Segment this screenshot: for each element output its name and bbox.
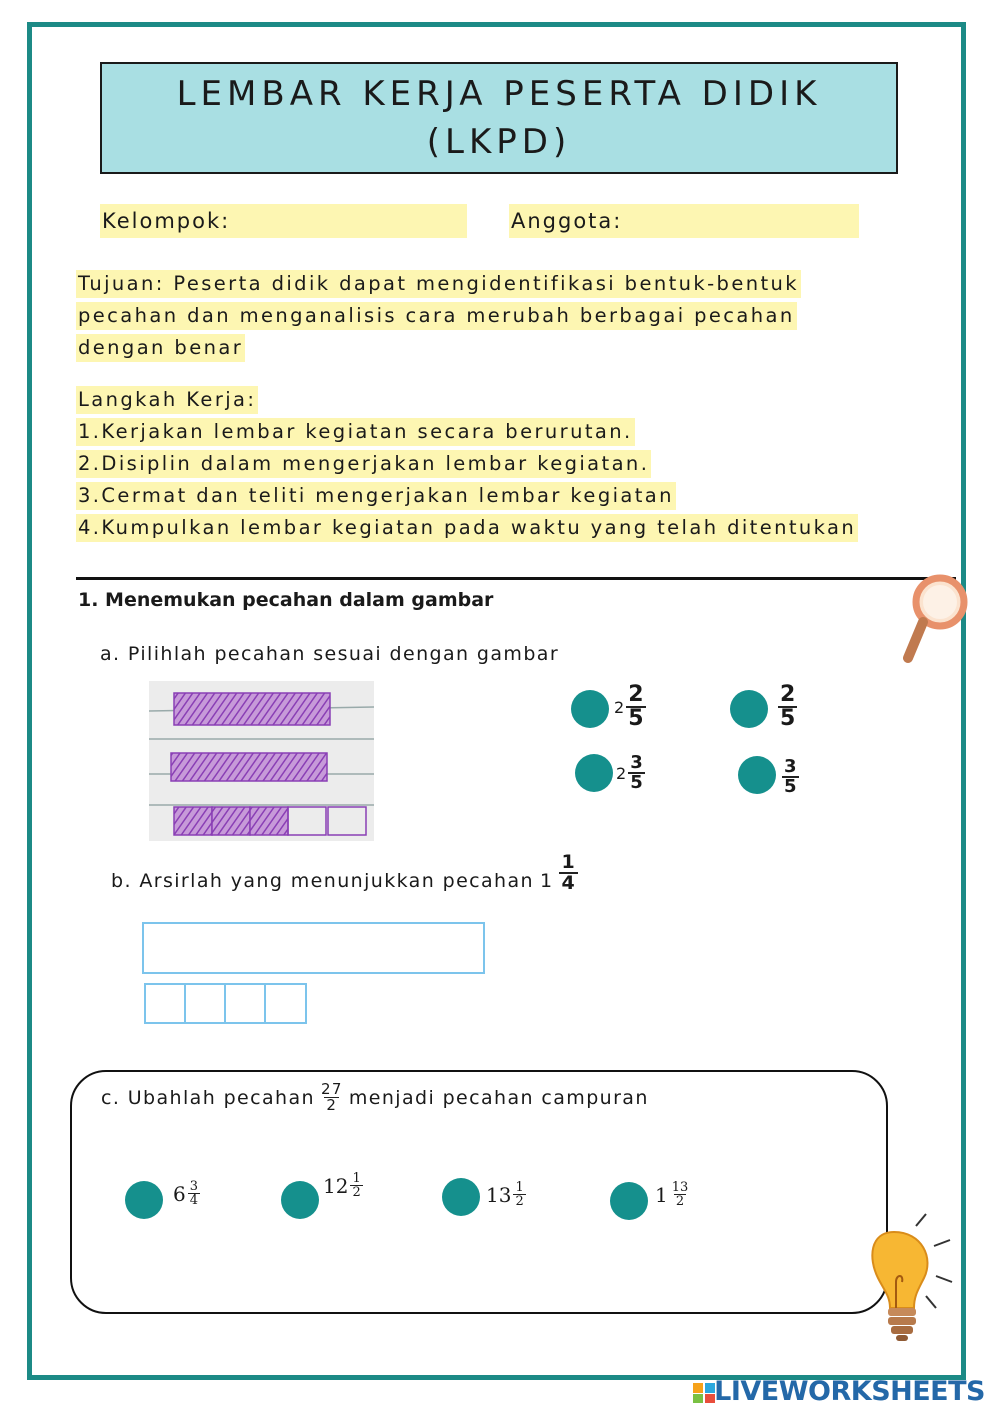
kelompok-field[interactable] [100, 204, 467, 238]
option-c1-radio[interactable] [125, 1181, 163, 1219]
fraction: $\frac{3}{5}$ [784, 756, 797, 797]
option-a4-label [780, 758, 799, 796]
fraction: $\frac{2}{5}$ [628, 682, 644, 731]
option-a2-radio[interactable] [730, 690, 768, 728]
fraction: $\frac{1}{2}$ [352, 1171, 361, 1200]
liveworksheets-logo-icon [692, 1380, 716, 1404]
option-c3-label [486, 1181, 526, 1208]
option-c2-label [323, 1172, 363, 1199]
fraction: $\frac{2}{5}$ [780, 682, 796, 731]
lightbulb-icon [864, 1212, 960, 1352]
question-b-text: b. Arsirlah yang menunjukkan pecahan [111, 870, 534, 892]
anggota-field[interactable] [509, 204, 859, 238]
fraction: $\frac{1}{4}$ [561, 851, 577, 894]
whole-number: 6 [173, 1181, 186, 1206]
langkah-heading: Langkah Kerja: [76, 386, 258, 414]
option-a3-label [616, 754, 645, 792]
title-line-2: (LKPD) [426, 122, 572, 162]
fraction: $\frac{3}{4}$ [189, 1179, 199, 1208]
option-a2-label [776, 684, 797, 730]
fraction: $\frac{1}{2}$ [515, 1180, 524, 1209]
option-c2-radio[interactable] [281, 1181, 319, 1219]
whole-number: 1 [655, 1182, 668, 1207]
option-a1-radio[interactable] [571, 690, 609, 728]
section-1-title: 1. Menemukan pecahan dalam gambar [78, 589, 494, 611]
anggota-label: Anggota: [511, 209, 623, 233]
question-c-prompt [101, 1082, 649, 1113]
option-c1-label [173, 1180, 200, 1207]
option-c4-radio[interactable] [610, 1182, 648, 1220]
shade-whole-bar[interactable] [142, 922, 485, 974]
option-a4-radio[interactable] [738, 756, 776, 794]
title-line-1: LEMBAR KERJA PESERTA DIDIK [176, 74, 822, 114]
section-divider [76, 577, 956, 580]
fraction: $\frac{27}{2}$ [320, 1080, 343, 1114]
option-a3-radio[interactable] [575, 754, 613, 792]
magnifier-icon [896, 570, 976, 670]
whole-number: 2 [614, 697, 625, 717]
tujuan-line: Tujuan: Peserta didik dapat mengidentifikasi bentuk-bentuk [76, 270, 801, 298]
whole-number: 12 [323, 1173, 349, 1198]
tujuan-line: dengan benar [76, 334, 245, 362]
tujuan-line: pecahan dan menganalisis cara merubah berbagai pecahan [76, 302, 797, 330]
shade-cell-1[interactable] [144, 983, 186, 1024]
langkah-step: 2.Disiplin dalam mengerjakan lembar kegiatan. [76, 450, 651, 478]
footer-brand[interactable]: LIVEWORKSHEETS [714, 1376, 985, 1407]
kelompok-label: Kelompok: [102, 209, 231, 233]
whole-number: 2 [616, 763, 627, 783]
langkah-step: 3.Cermat dan teliti mengerjakan lembar kegiatan [76, 482, 676, 510]
option-a1-label [614, 684, 646, 730]
question-c-text-after: menjadi pecahan campuran [348, 1086, 649, 1109]
fraction: $\frac{13}{2}$ [671, 1180, 689, 1209]
option-c4-label [655, 1181, 690, 1208]
question-c-text-before: c. Ubahlah pecahan [101, 1086, 315, 1109]
shade-cell-2[interactable] [184, 983, 226, 1024]
whole-number: 1 [539, 870, 554, 892]
whole-number: 13 [486, 1182, 512, 1207]
langkah-step: 4.Kumpulkan lembar kegiatan pada waktu yang telah ditentukan [76, 514, 858, 542]
question-b-prompt [111, 851, 578, 894]
tujuan-block [76, 270, 801, 362]
option-c3-radio[interactable] [442, 1178, 480, 1216]
question-a-prompt: a. Pilihlah pecahan sesuai dengan gambar [100, 643, 560, 665]
title-banner [100, 62, 898, 174]
shade-cell-4[interactable] [264, 983, 307, 1024]
fraction-bars-image [149, 681, 374, 841]
langkah-block [76, 386, 858, 542]
shade-cell-3[interactable] [224, 983, 266, 1024]
fraction: $\frac{3}{5}$ [630, 752, 643, 793]
langkah-step: 1.Kerjakan lembar kegiatan secara berurutan. [76, 418, 635, 446]
